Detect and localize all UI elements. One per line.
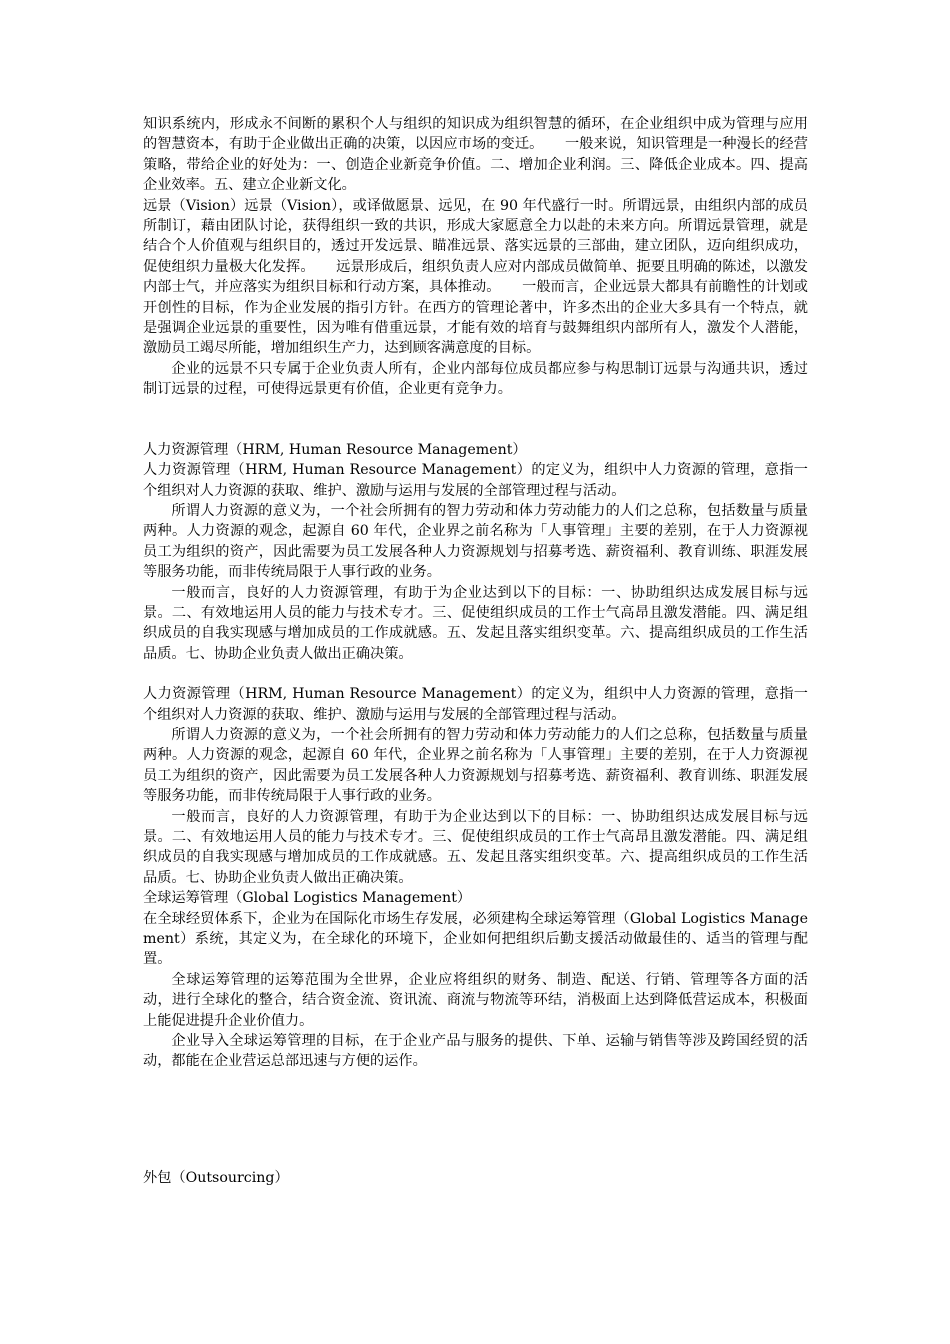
document-page	[143, 114, 808, 1188]
hrm-goals: 一般而言，良好的人力资源管理，有助于为企业达到以下的目标：一、协助组织达成发展目标与远景。二、有效地运用人员的能力与技术专才。三、促使组织成员的工作士气高昂且激发潜能。四、满足组织成员的自我实现感与增加成员的工作成就感。五、发起且落实组织变革。六、提高组织成员的工作生活品质。七、协助企业负责人做出正确决策。	[143, 584, 808, 662]
hrm-goals-repeat: 一般而言，良好的人力资源管理，有助于为企业达到以下的目标：一、协助组织达成发展目标与远景。二、有效地运用人员的能力与技术专才。三、促使组织成员的工作士气高昂且激发潜能。四、满足组织成员的自我实现感与增加成员的工作成就感。五、发起且落实组织变革。六、提高组织成员的工作生活品质。七、协助企业负责人做出正确决策。	[143, 808, 808, 886]
hrm-definition-repeat: 人力资源管理（HRM, Human Resource Management）的定义为，组织中人力资源的管理，意指一个组织对人力资源的获取、维护、激励与运用与发展的全部管理过程与活动。	[143, 686, 808, 723]
spacer	[143, 664, 808, 684]
glm-definition: 在全球经贸体系下，企业为在国际化市场生存发展，必须建构全球运筹管理（Global Logistics Management）系统，其定义为，在全球化的环境下，企业如何把组织后勤支援活动做最佳的、适当的管理与配置。	[143, 910, 808, 968]
km-paragraph-1: 知识系统内，形成永不间断的累积个人与组织的知识成为组织智慧的循环，在企业组织中成为管理与应用的智慧资本，有助于企业做出正确的决策，以因应市场的变迁。 一般来说，知识管理是一种漫长的经营策略，带给企业的好处为：一、创造企业新竞争价值。二、增加企业利润。三、降低企业成本。四、提高企业效率。五、建立企业新文化。	[143, 116, 808, 194]
vision-paragraph-2: 企业的远景不只专属于企业负责人所有，企业内部每位成员都应参与构思制订远景与沟通共识，透过制订远景的过程，可使得远景更有价值，企业更有竞争力。	[143, 360, 808, 398]
hrm-heading: 人力资源管理（HRM, Human Resource Management）	[143, 441, 527, 458]
glm-scope: 全球运筹管理的运筹范围为全世界，企业应将组织的财务、制造、配送、行销、管理等各方面的活动，进行全球化的整合，结合资金流、资讯流、商流与物流等环结，消极面上达到降低营运成本，积极面上能促进提升企业价值力。	[143, 971, 808, 1029]
glm-heading: 全球运筹管理（Global Logistics Management）	[143, 890, 472, 907]
hrm-definition: 人力资源管理（HRM, Human Resource Management）的定义为，组织中人力资源的管理，意指一个组织对人力资源的获取、维护、激励与运用与发展的全部管理过程与活动。	[143, 462, 808, 499]
spacer	[143, 400, 808, 440]
glm-goal: 企业导入全球运筹管理的目标，在于企业产品与服务的提供、下单、运输与销售等涉及跨国经贸的活动，都能在企业营运总部迅速与方便的运作。	[143, 1033, 808, 1070]
hrm-meaning: 所谓人力资源的意义为，一个社会所拥有的智力劳动和体力劳动能力的人们之总称，包括数量与质量两种。人力资源的观念，起源自 60 年代，企业界之前名称为「人事管理」主要的差别，在于人力资源视员工为组织的资产，因此需要为员工发展各种人力资源规划与招募考选、薪资福利、教育训练、职涯发展等服务功能，而非传统局限于人事行政的业务。	[143, 502, 808, 581]
spacer	[143, 1072, 808, 1168]
hrm-meaning-repeat: 所谓人力资源的意义为，一个社会所拥有的智力劳动和体力劳动能力的人们之总称，包括数量与质量两种。人力资源的观念，起源自 60 年代，企业界之前名称为「人事管理」主要的差别，在于人力资源视员工为组织的资产，因此需要为员工发展各种人力资源规划与招募考选、薪资福利、教育训练、职涯发展等服务功能，而非传统局限于人事行政的业务。	[143, 726, 808, 805]
outsourcing-heading: 外包（Outsourcing）	[143, 1169, 289, 1186]
vision-paragraph: 远景（Vision）远景（Vision），或译做愿景、远见，在 90 年代盛行一时。所谓远景，由组织内部的成员所制订，藉由团队讨论，获得组织一致的共识，形成大家愿意全力以赴的未来方向。所谓远景管理，就是结合个人价值观与组织目的，透过开发远景、瞄准远景、落实远景的三部曲，建立团队，迈向组织成功，促使组织力量极大化发挥。 远景形成后，组织负责人应对内部成员做简单、扼要且明确的陈述，以激发内部士气，并应落实为组织目标和行动方案，具体推动。 一般而言，企业远景大都具有前瞻性的计划或开创性的目标，作为企业发展的指引方针。在西方的管理论著中，许多杰出的企业大多具有一个特点，就是强调企业远景的重要性，因为唯有借重远景，才能有效的培育与鼓舞组织内部所有人，激发个人潜能，激励员工竭尽所能，增加组织生产力，达到顾客满意度的目标。	[143, 197, 808, 357]
